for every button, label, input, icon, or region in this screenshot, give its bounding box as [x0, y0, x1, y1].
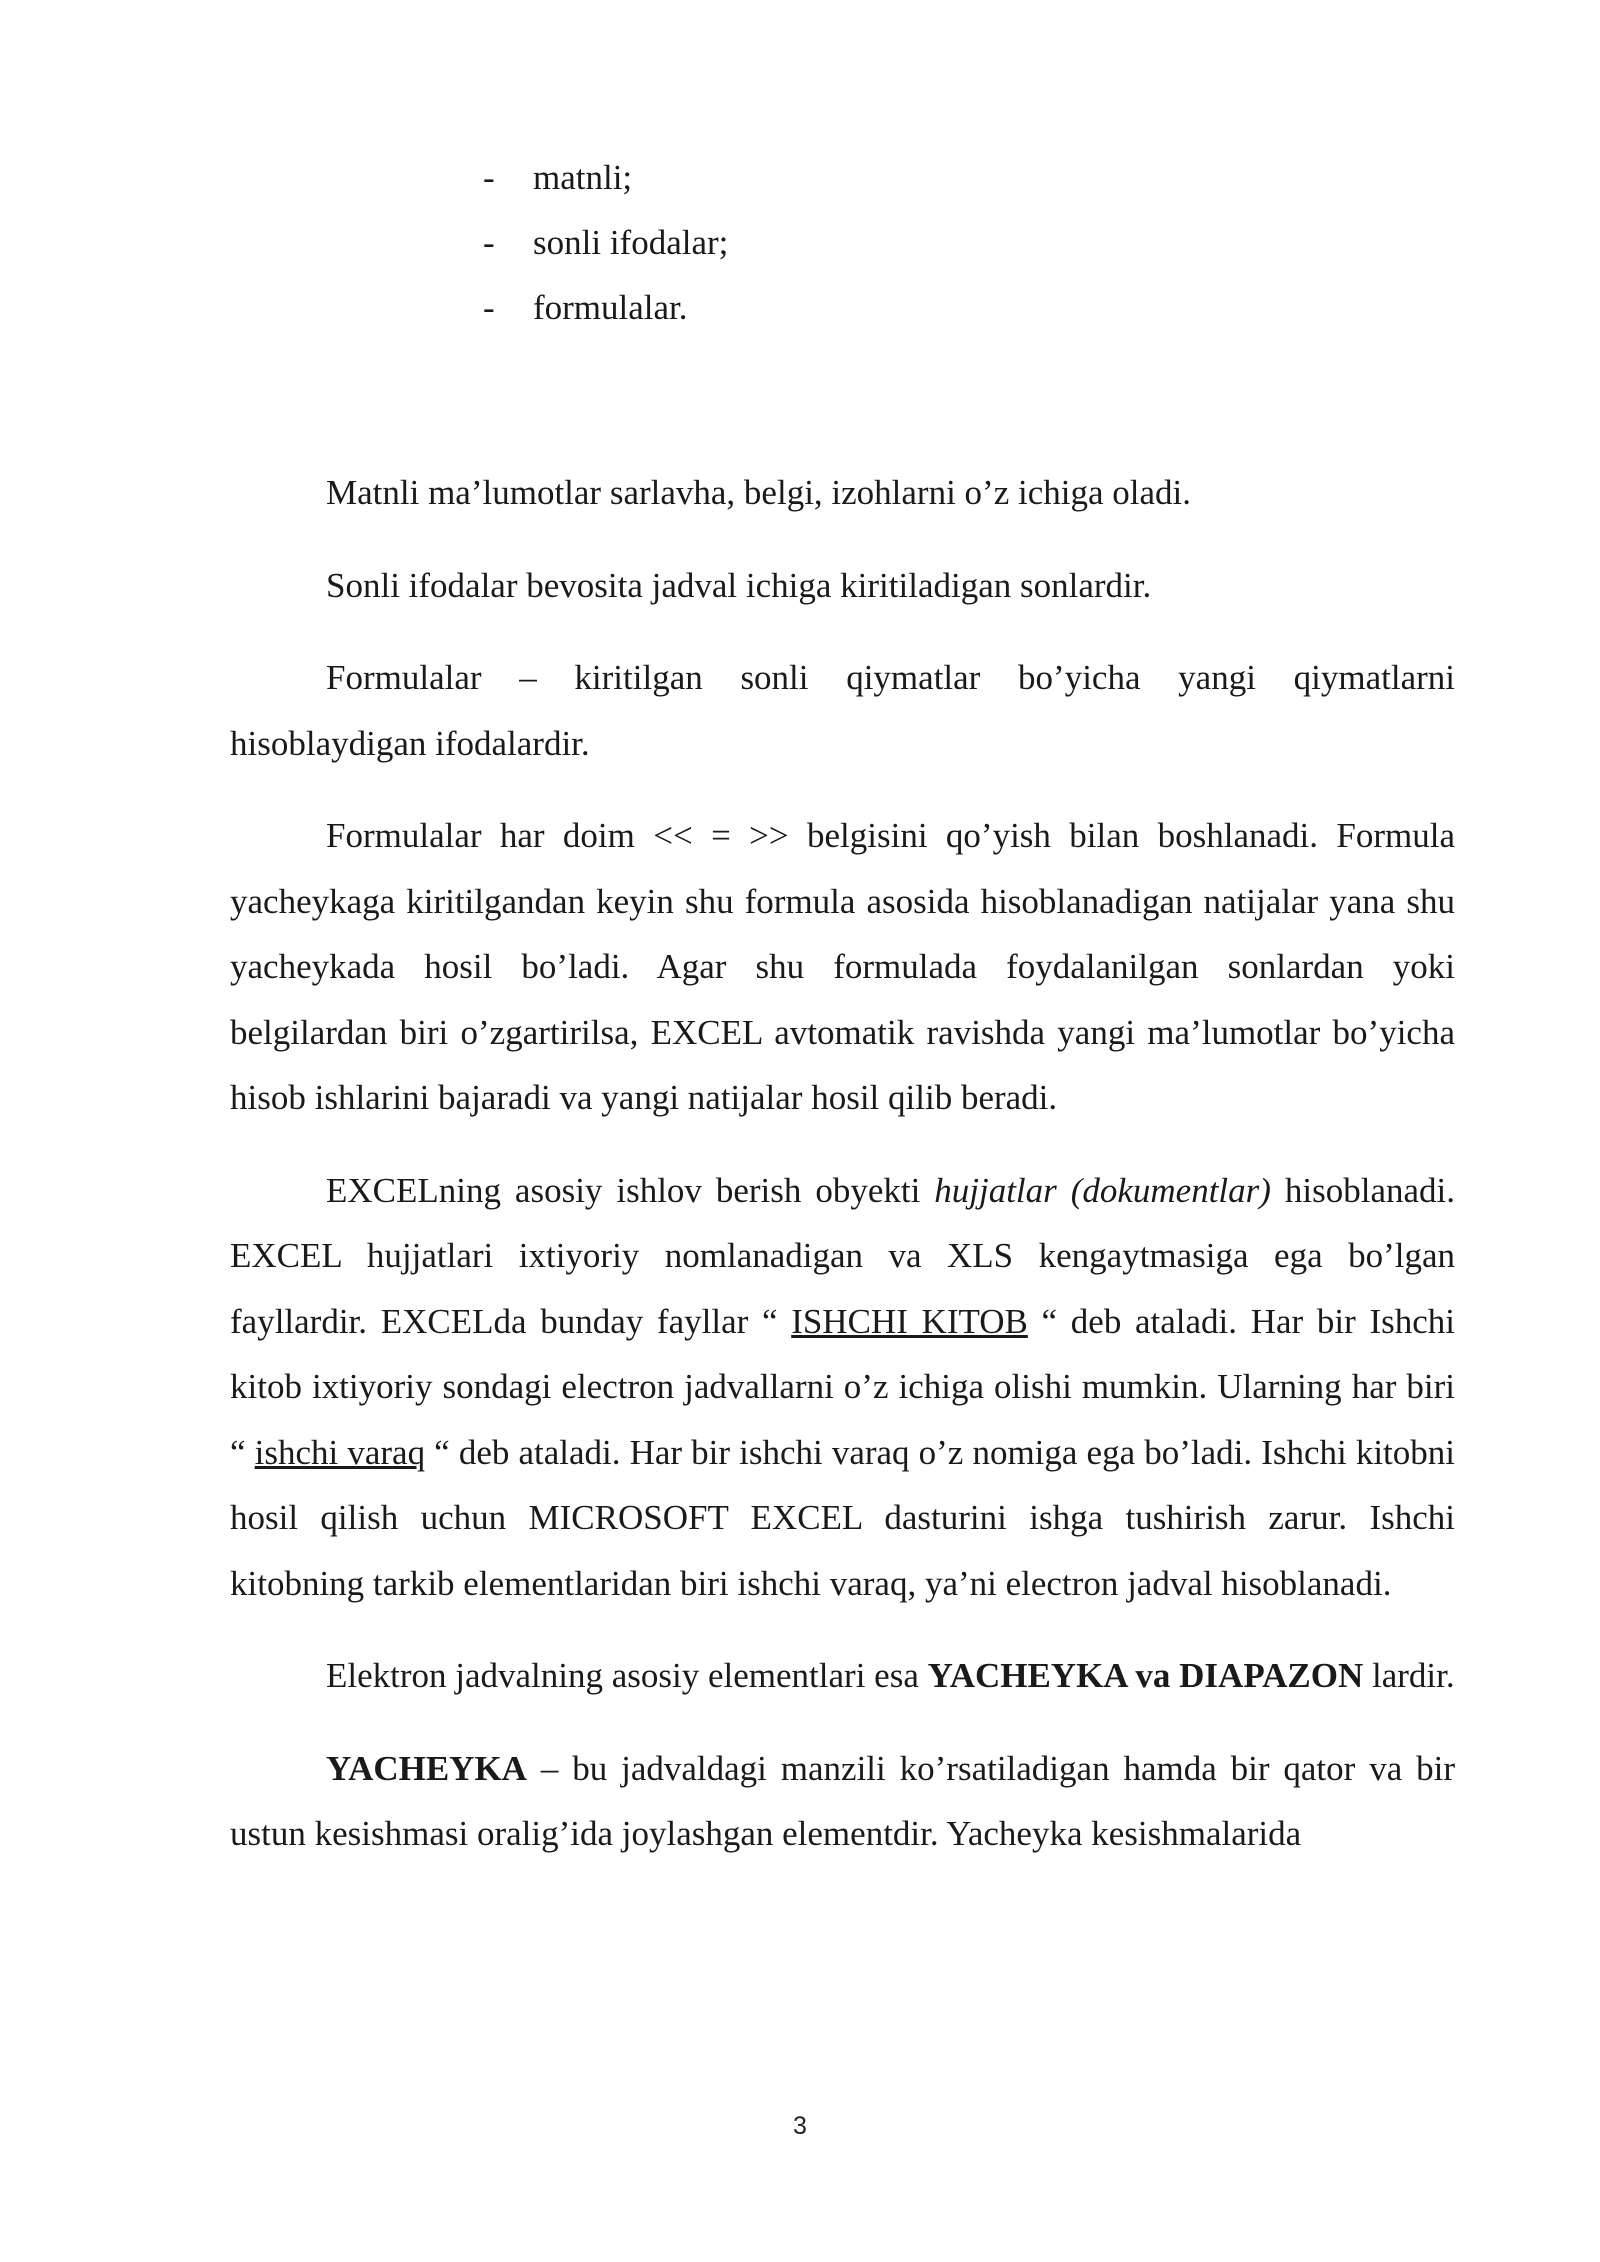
- bullet-item: [483, 275, 728, 340]
- paragraph-formula-start: Formulalar har doim << = >> belgisini qo’yish bilan boshlanadi. Formula yacheykaga kiritilgandan keyin shu formula asosida hisoblanadigan natijalar yana shu yacheykada hosil bo’ladi. Agar shu formulada foydalanilgan sonlardan yoki belgilardan biri o’zgartirilsa, EXCEL avtomatik ravishda yangi ma’lumotlar bo’yicha hisob ishlarini bajaradi va yangi natijalar hosil qilib beradi.: [230, 816, 1455, 1117]
- body-text: [230, 460, 1455, 1894]
- bullet-dash: -: [483, 288, 495, 327]
- text-run: “ deb ataladi. Har bir Ishchi kitob ixtiyoriy sondagi electron jadvallarni o’z ichiga olishi mumkin. Ularning har biri “: [230, 1301, 1455, 1472]
- paragraph-excel-documents: [230, 1158, 1455, 1617]
- bullet-dash: -: [483, 158, 495, 197]
- page-number: 3: [793, 2112, 807, 2140]
- bullet-text: sonli ifodalar;: [533, 223, 729, 262]
- bullet-dash: -: [483, 223, 495, 262]
- bullet-item: [483, 145, 728, 210]
- paragraph-formulalar-definition: Formulalar – kiritilgan sonli qiymatlar bo’yicha yangi qiymatlarni hisoblaydigan ifodalardir.: [230, 658, 1455, 763]
- text-run: “ deb ataladi. Har bir ishchi varaq o’z nomiga ega bo’ladi. Ishchi kitobni hosil qilish uchun MICROSOFT EXCEL dasturini ishga tushirish zarur. Ishchi kitobning tarkib elementlaridan biri ishchi varaq, ya’ni electron jadval hisoblanadi.: [230, 1432, 1455, 1603]
- text-run: EXCELning asosiy ishlov berish obyekti: [326, 1170, 935, 1210]
- paragraph-main-elements: [230, 1643, 1455, 1709]
- paragraph-matnli: Matnli ma’lumotlar sarlavha, belgi, izohlarni o’z ichiga oladi.: [326, 473, 1192, 512]
- italic-term: hujjatlar (dokumentlar): [934, 1170, 1271, 1210]
- bold-term: YACHEYKA: [326, 1748, 527, 1788]
- underlined-term-ishchi-kitob: ISHCHI KITOB: [791, 1301, 1028, 1341]
- text-run: lardir.: [1363, 1656, 1455, 1695]
- text-run: Elektron jadvalning asosiy elementlari esa: [326, 1656, 928, 1695]
- paragraph-sonli: Sonli ifodalar bevosita jadval ichiga kiritiladigan sonlardir.: [326, 565, 1152, 605]
- text-run: – bu jadvaldagi manzili ko’rsatiladigan hamda bir qator va bir ustun kesishmasi oralig’ida joylashgan elementdir. Yacheyka kesishmalarida: [230, 1748, 1455, 1853]
- paragraph-yacheyka-definition: [230, 1736, 1455, 1867]
- bold-term: YACHEYKA va DIAPAZON: [927, 1656, 1364, 1695]
- bullet-text: formulalar.: [533, 288, 688, 327]
- bullet-item: [483, 210, 728, 275]
- underlined-term-ishchi-varaq: ishchi varaq: [254, 1432, 426, 1472]
- bullet-text: matnli;: [533, 158, 633, 197]
- text-run: hisoblanadi. EXCEL hujjatlari ixtiyoriy nomlanadigan va XLS kengaytmasiga ega bo’lgan fayllardir. EXCELda bunday fayllar “: [230, 1170, 1455, 1341]
- bullet-list: [483, 145, 728, 340]
